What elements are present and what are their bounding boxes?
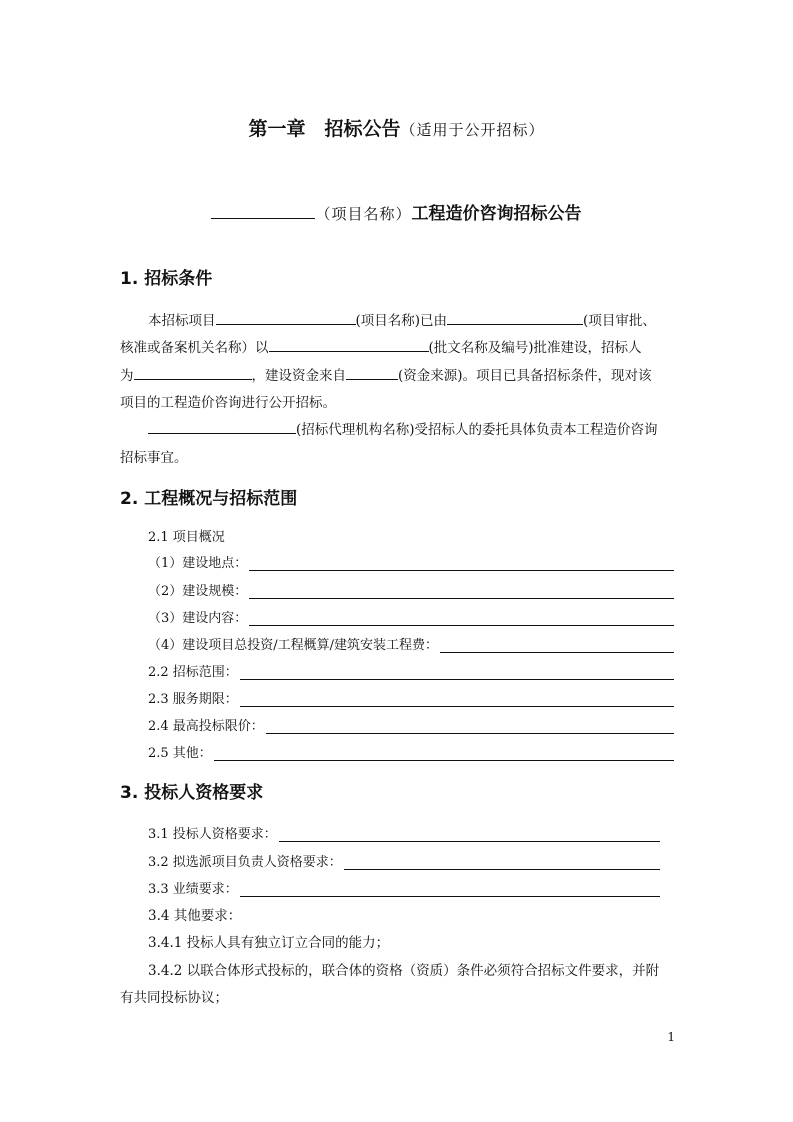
- section-1-paragraph-line-6: 招标事宜。: [120, 450, 188, 466]
- text-span: (批文名称及编号)批准建设，招标人: [428, 340, 642, 356]
- blank-line: [346, 366, 398, 381]
- text-span: 为: [120, 368, 134, 384]
- form-row: [148, 607, 674, 626]
- section-1-paragraph-line-3: [120, 364, 652, 384]
- section-3-4-2-line-1: 3.4.2 以联合体形式投标的，联合体的资格（资质）条件必须符合招标文件要求，并附: [148, 963, 660, 979]
- row-label: 3.2 拟选派项目负责人资格要求：: [148, 855, 342, 870]
- row-label: （3）建设内容：: [148, 611, 248, 626]
- fill-line: [344, 855, 660, 870]
- section-3-4-1: 3.4.1 投标人具有独立订立合同的能力；: [148, 935, 390, 951]
- form-row: [148, 823, 660, 842]
- row-label: （4）建设项目总投资/工程概算/建筑安装工程费：: [148, 638, 439, 653]
- fill-line: [249, 611, 674, 626]
- blank-line: [269, 338, 429, 353]
- section-2-heading: 2. 工程概况与招标范围: [120, 489, 298, 509]
- section-1-paragraph-line-2: [120, 336, 642, 356]
- form-row: [148, 742, 674, 761]
- section-3-4-heading: 3.4 其他要求：: [148, 908, 242, 924]
- form-row: [148, 715, 674, 734]
- blank-line: [216, 311, 356, 326]
- row-label: （1）建设地点：: [148, 556, 248, 571]
- row-label: 2.5 其他：: [148, 746, 212, 761]
- project-name-blank: [211, 201, 315, 219]
- blank-line: [447, 311, 583, 326]
- fill-line: [279, 827, 660, 842]
- section-2-1-heading: 2.1 项目概况: [148, 530, 225, 545]
- fill-line: [249, 584, 674, 599]
- fill-line: [240, 882, 660, 897]
- chapter-title-note: （适用于公开招标）: [400, 121, 545, 139]
- text-span: ，建设资金来自: [251, 368, 346, 384]
- notice-title-note: （项目名称）: [315, 205, 412, 223]
- form-row: [148, 688, 674, 707]
- row-label: 3.3 业绩要求：: [148, 882, 238, 897]
- text-span: 核准或备案机关名称）以: [120, 340, 269, 356]
- notice-title: [0, 199, 793, 224]
- page-number: 1: [667, 1030, 675, 1044]
- section-1-paragraph-line-1: [148, 309, 656, 329]
- section-1-heading: 1. 招标条件: [120, 269, 213, 289]
- fill-line: [266, 719, 674, 734]
- form-row: [148, 878, 660, 897]
- row-label: （2）建设规模：: [148, 584, 248, 599]
- form-row: [148, 580, 674, 599]
- fill-line: [240, 692, 674, 707]
- text-span: (项目审批、: [583, 313, 656, 329]
- fill-line: [214, 746, 674, 761]
- form-row: [148, 661, 674, 680]
- form-row: [148, 851, 660, 870]
- fill-line: [440, 638, 674, 653]
- chapter-title-text: 第一章 招标公告: [248, 118, 401, 140]
- section-1-paragraph-line-5: [148, 418, 658, 438]
- notice-title-text: 工程造价咨询招标公告: [411, 204, 582, 224]
- row-label: 2.2 招标范围：: [148, 665, 238, 680]
- text-span: (资金来源)。项目已具备招标条件，现对该: [398, 368, 652, 384]
- section-3-heading: 3. 投标人资格要求: [120, 783, 264, 803]
- text-span: (项目名称)已由: [355, 313, 448, 329]
- row-label: 2.3 服务期限：: [148, 692, 238, 707]
- chapter-title: [0, 114, 793, 141]
- row-label: 2.4 最高投标限价：: [148, 719, 264, 734]
- section-1-paragraph-line-4: 项目的工程造价咨询进行公开招标。: [120, 395, 336, 411]
- blank-line: [148, 420, 296, 435]
- section-3-4-2-line-2: 有共同投标协议；: [120, 990, 228, 1006]
- row-label: 3.1 投标人资格要求：: [148, 827, 277, 842]
- fill-line: [240, 665, 674, 680]
- text-span: (招标代理机构名称)受招标人的委托具体负责本工程造价咨询: [296, 422, 658, 438]
- form-row: [148, 634, 674, 653]
- form-row: [148, 552, 674, 571]
- text-span: 本招标项目: [148, 313, 216, 329]
- blank-line: [134, 366, 252, 381]
- fill-line: [249, 556, 674, 571]
